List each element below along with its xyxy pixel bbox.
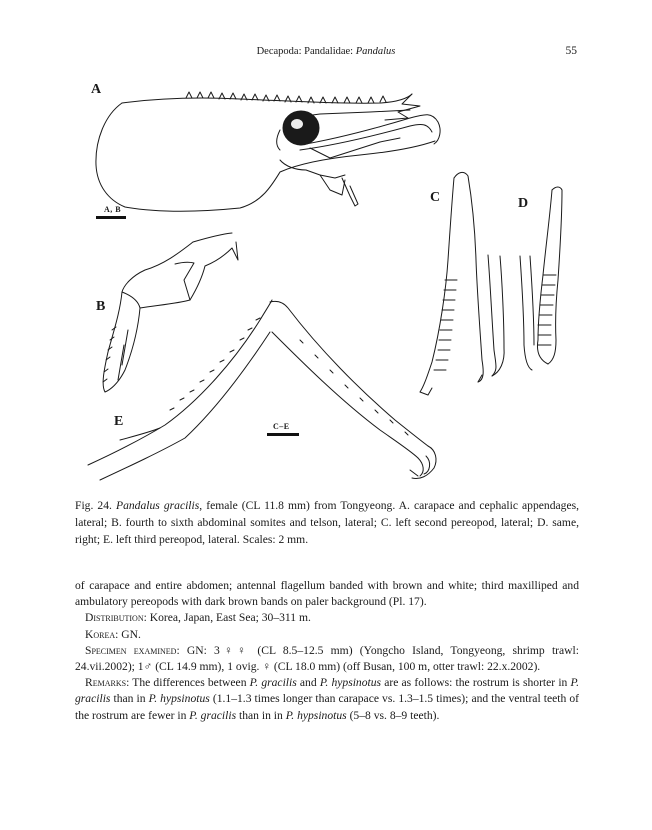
paragraph-distribution bbox=[75, 610, 579, 626]
species-name: P. hypsinotus bbox=[148, 692, 210, 706]
panel-label-e: E bbox=[114, 414, 124, 429]
scale-bar-ce bbox=[267, 433, 299, 436]
header-title-prefix: Decapoda: Pandalidae: bbox=[256, 46, 356, 57]
species-name: P. hypsinotus bbox=[285, 708, 347, 722]
remarks-label: Remarks bbox=[85, 676, 127, 690]
remarks-text: than in bbox=[110, 692, 149, 706]
scale-bar-ab bbox=[96, 216, 126, 219]
panel-label-c: C bbox=[430, 190, 441, 205]
body-text bbox=[75, 578, 579, 724]
panel-label-b: B bbox=[96, 299, 106, 314]
species-name: P. hypsinotus bbox=[319, 676, 382, 690]
page-number: 55 bbox=[565, 45, 577, 57]
korea-text: : GN. bbox=[115, 627, 141, 641]
drawing-e-pereopod bbox=[88, 300, 436, 480]
remarks-text: than in in bbox=[236, 708, 286, 722]
drawing-d-pereopod bbox=[520, 187, 562, 370]
distribution-text: : Korea, Japan, East Sea; 30–311 m. bbox=[143, 611, 311, 625]
figure-caption bbox=[75, 497, 579, 548]
panel-label-a: A bbox=[91, 82, 102, 97]
drawing-b-abdomen bbox=[103, 233, 238, 392]
caption-fig-number: Fig. 24. bbox=[75, 499, 112, 512]
remarks-text: : The differences between bbox=[126, 676, 250, 690]
caption-species: Pandalus gracilis bbox=[115, 499, 200, 512]
specimen-text: : GN: 3♀♀ (CL 8.5–12.5 mm) (Yongcho Island, Tongyeong, shrimp trawl: 24.vii.2002); 1♂ (CL 14.9 mm), 1 ovig. ♀ (CL 18.0 mm) (off Busan, 100 m, otter trawl: 22.x.2002). bbox=[75, 643, 579, 674]
paragraph-remarks bbox=[75, 675, 579, 724]
drawing-a-carapace bbox=[96, 92, 440, 211]
paragraph-coloration: of carapace and entire abdomen; antennal flagellum banded with brown and white; third maxilliped and ambulatory pereopods with dark brown bands on paler background (Pl. 17). bbox=[75, 579, 579, 609]
remarks-text: are as follows: the rostrum is shorter in bbox=[381, 676, 571, 690]
header-title-genus: Pandalus bbox=[355, 46, 396, 57]
remarks-text: (1.1–1.3 times longer than carapace vs. 1.3–1.5 times); and the ventral teeth of the rostrum are fewer in bbox=[75, 692, 579, 722]
paragraph-specimen bbox=[75, 643, 579, 675]
scale-label-ab: A, B bbox=[104, 205, 122, 214]
panel-label-d: D bbox=[518, 196, 529, 211]
caption-text: , female (CL 11.8 mm) from Tongyeong. A. carapace and cephalic appendages, lateral; B. fourth to sixth abdominal somites and telson, lateral; C. left second pereopod, lateral; D. same, right; E. left third pereopod, lateral. Scales: 2 mm. bbox=[75, 499, 580, 546]
scale-label-ce: C–E bbox=[273, 422, 290, 431]
species-name: P. gracilis bbox=[75, 676, 579, 706]
distribution-label: Distribution bbox=[85, 611, 144, 625]
remarks-text: (5–8 vs. 8–9 teeth). bbox=[346, 708, 440, 722]
species-name: P. gracilis bbox=[249, 676, 297, 690]
korea-label: Korea bbox=[85, 627, 116, 641]
paragraph-korea bbox=[75, 627, 579, 643]
specimen-label: Specimen examined bbox=[85, 643, 177, 657]
remarks-text: and bbox=[296, 676, 320, 690]
species-name: P. gracilis bbox=[189, 708, 237, 722]
